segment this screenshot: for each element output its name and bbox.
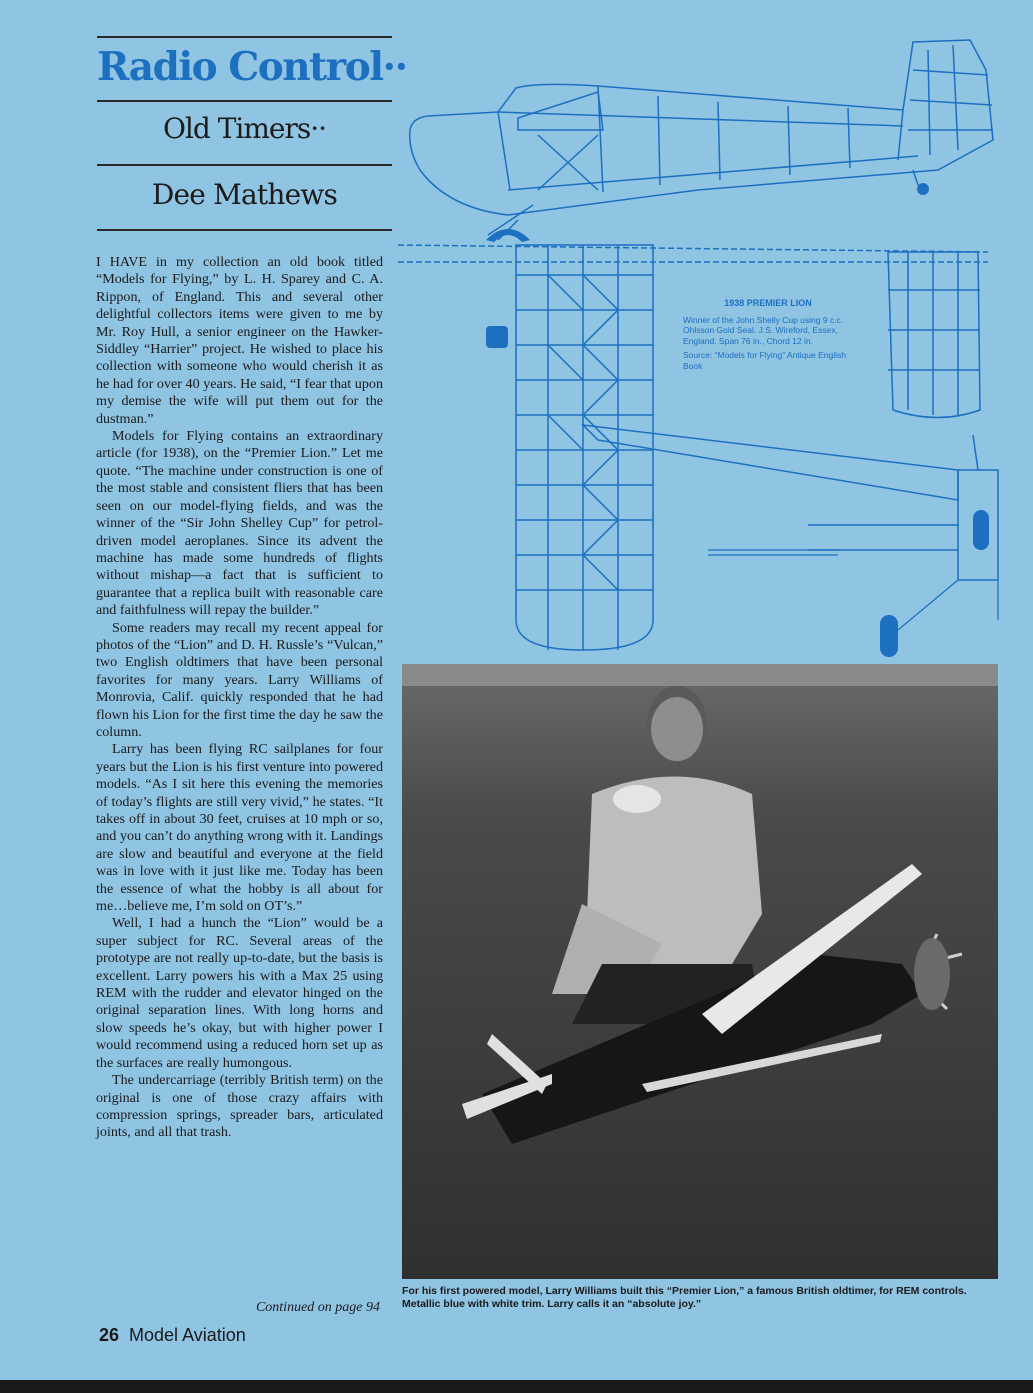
drawing-caption-body: Winner of the John Shelly Cup using 9 c.c. Ohlsson Gold Seal. J.S. Wireford, Essex, England. Span 76 in., Chord 12 in. — [683, 314, 844, 346]
header-rule-1 — [97, 100, 392, 102]
page-footer — [99, 1325, 246, 1346]
stabilizer — [583, 425, 958, 500]
article-paragraph: Models for Flying contains an extraordinary article (for 1938), on the “Premier Lion.” Let me quote. “The machine under construction is one of the most stable and consistent fliers that has been seen on our model-flying fields, and was the winner of the “Sir John Shelley Cup” for petrol-driven model aeroplanes. Since its advent the machine has made some hundreds of flights without mishap—a fact that is sufficient to guarantee that a replica built with reasonable care and faithfulness will repay the builder.” — [96, 428, 383, 619]
article-paragraph: I HAVE in my collection an old book titled “Models for Flying,” by L. H. Sparey and C. A. Rippon, of England. This and several other delightful collectors items were given to me by Mr. Roy Hull, a senior engineer on the Hawker-Siddley “Harrier” project. He wished to place his collection with someone who would cherish it as he had for over 40 years. He said, “I fear that upon my demise the wife will put them out for the dustman.” — [96, 254, 383, 427]
header-rule-2 — [97, 164, 392, 166]
drawing-caption-source: Source: “Models for Flying” Antique English Book — [683, 350, 846, 371]
article-body — [96, 254, 383, 1142]
continued-note: Continued on page 94 — [255, 1300, 380, 1315]
header-rule-top — [97, 36, 392, 38]
side-view-fuselage — [410, 40, 993, 215]
article-paragraph: Well, I had a hunch the “Lion” would be a super subject for RC. Several areas of the prototype are not really up-to-date, but the basis is excellent. Larry powers his with a Max 25 using REM with the rudder and elevator hinged on the original separation lines. With long horns and slow speeds he’s okay, but with higher power I would recommend using a reduced horn set up as the surfaces are really humongous. — [96, 915, 383, 1071]
column-title: Radio Control·· — [97, 44, 407, 90]
magazine-name: Model Aviation — [129, 1325, 246, 1345]
builder-with-model-photo — [402, 664, 998, 1279]
article-paragraph: Some readers may recall my recent appeal for photos of the “Lion” and D. H. Russle’s “Vulcan,” two English oldtimers that have been personal favorites for many years. Larry Williams of Monrovia, Calif. quickly responded that he had flown his Lion for the first time the day he saw the column. — [96, 619, 383, 740]
photo-caption: For his first powered model, Larry Williams built this “Premier Lion,” a famous British oldtimer, for REM controls. Metallic blue with white trim. Larry calls it an “absolute joy.” — [402, 1285, 967, 1310]
front-view — [808, 435, 998, 580]
page-number: 26 — [99, 1325, 120, 1345]
drawing-caption-title: 1938 PREMIER LION — [724, 298, 812, 308]
article-paragraph: Larry has been flying RC sailplanes for four years but the Lion is his first venture into powered models. “As I sit here this evening the memories of today’s flights are still very vivid,” he states. “It takes off in about 30 feet, cruises at 10 mph or so, and you can’t do anything wrong with it. Landings are slow and beautiful and everyone at the field was in love with it just like me. Today has been the essence of what the hobby is all about for me…believe me, I’m sold on OT’s.” — [96, 741, 383, 915]
scan-border — [0, 1380, 1033, 1393]
column-subtitle: Old Timers·· — [162, 112, 327, 145]
header-rule-3 — [97, 229, 392, 231]
author-name: Dee Mathews — [151, 178, 338, 211]
article-paragraph: The undercarriage (terribly British term) on the original is one of those crazy affairs with compression springs, spreader bars, articulated joints, and all that trash. — [96, 1072, 383, 1141]
drawing-caption — [683, 298, 853, 371]
tail-top-view — [888, 252, 980, 418]
photo-image — [402, 664, 998, 1279]
